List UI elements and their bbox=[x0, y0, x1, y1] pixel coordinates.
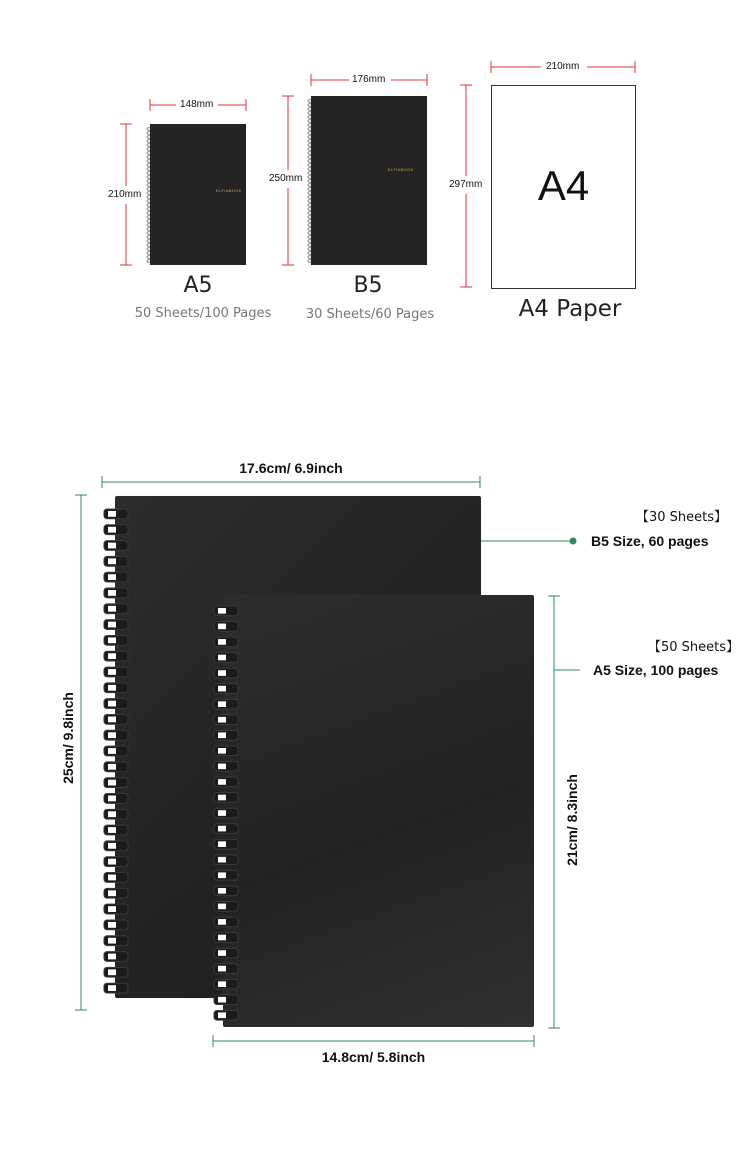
binding-ring-gap bbox=[108, 922, 116, 928]
binding-ring-gap bbox=[218, 639, 226, 645]
binding-ring-gap bbox=[108, 622, 116, 628]
binding-ring-gap bbox=[218, 857, 226, 863]
binding-ring-gap bbox=[108, 558, 116, 564]
a5-size-desc: A5 Size, 100 pages bbox=[593, 662, 719, 678]
binding-ring-gap bbox=[218, 686, 226, 692]
a5-page-count: 50 Sheets/100 Pages bbox=[134, 306, 272, 321]
a5-width-line-large bbox=[213, 1035, 534, 1047]
binding-ring-gap bbox=[218, 935, 226, 941]
binding-ring-gap bbox=[218, 950, 226, 956]
b5-width-label: 176mm bbox=[352, 74, 386, 85]
b5-height-line-large bbox=[75, 495, 87, 1010]
binding-ring-gap bbox=[108, 938, 116, 944]
binding-ring-gap bbox=[218, 997, 226, 1003]
binding-ring-gap bbox=[218, 779, 226, 785]
binding-ring-gap bbox=[218, 748, 226, 754]
b5-width-measure: 17.6cm/ 6.9inch bbox=[239, 460, 343, 476]
b5-ring-binding bbox=[100, 505, 132, 1000]
binding-ring-gap bbox=[108, 716, 116, 722]
a5-size-name: A5 bbox=[183, 273, 213, 298]
binding-ring-gap bbox=[108, 985, 116, 991]
a4-width-label: 210mm bbox=[546, 61, 580, 72]
a5-notebook-image bbox=[150, 124, 246, 265]
binding-ring-gap bbox=[108, 780, 116, 786]
binding-ring-gap bbox=[108, 685, 116, 691]
b5-page-count: 30 Sheets/60 Pages bbox=[305, 307, 435, 322]
b5-sheets-note: 【30 Sheets】 bbox=[636, 510, 728, 525]
binding-ring-gap bbox=[218, 888, 226, 894]
binding-ring-gap bbox=[218, 826, 226, 832]
binding-ring-gap bbox=[218, 1012, 226, 1018]
a5-height-label: 210mm bbox=[108, 189, 142, 200]
binding-ring-gap bbox=[108, 890, 116, 896]
b5-notebook-image bbox=[311, 96, 427, 265]
binding-ring-gap bbox=[108, 875, 116, 881]
binding-ring-gap bbox=[108, 811, 116, 817]
binding-ring-gap bbox=[218, 904, 226, 910]
a5-ring-binding bbox=[210, 602, 242, 1027]
binding-ring-gap bbox=[218, 701, 226, 707]
binding-ring-gap bbox=[108, 732, 116, 738]
a4-paper-name: A4 Paper bbox=[518, 296, 622, 322]
binding-ring-gap bbox=[108, 606, 116, 612]
binding-ring-gap bbox=[218, 655, 226, 661]
binding-ring-gap bbox=[108, 574, 116, 580]
a5-notebook-large bbox=[223, 595, 534, 1027]
b5-width-line-large bbox=[102, 476, 480, 488]
binding-ring-gap bbox=[218, 966, 226, 972]
binding-ring-gap bbox=[108, 701, 116, 707]
binding-ring-gap bbox=[108, 590, 116, 596]
binding-ring-gap bbox=[108, 543, 116, 549]
binding-ring-gap bbox=[108, 669, 116, 675]
a5-width-label: 148mm bbox=[180, 99, 214, 110]
binding-ring-gap bbox=[108, 653, 116, 659]
b5-brand-mark: ELFINBOOK bbox=[388, 167, 414, 172]
binding-ring-gap bbox=[218, 872, 226, 878]
a5-height-line-large bbox=[548, 596, 560, 1028]
binding-ring-gap bbox=[218, 624, 226, 630]
binding-ring-gap bbox=[108, 969, 116, 975]
binding-ring-gap bbox=[108, 511, 116, 517]
binding-ring-gap bbox=[218, 764, 226, 770]
b5-height-label: 250mm bbox=[269, 173, 303, 184]
binding-ring-gap bbox=[218, 795, 226, 801]
binding-ring-gap bbox=[108, 748, 116, 754]
binding-ring-gap bbox=[218, 841, 226, 847]
binding-ring-gap bbox=[108, 637, 116, 643]
b5-height-measure: 25cm/ 9.8inch bbox=[60, 692, 76, 784]
binding-ring-gap bbox=[108, 764, 116, 770]
binding-ring-gap bbox=[218, 981, 226, 987]
binding-ring-gap bbox=[218, 717, 226, 723]
binding-ring-gap bbox=[108, 954, 116, 960]
binding-ring-gap bbox=[218, 732, 226, 738]
a5-height-measure: 21cm/ 8.3inch bbox=[564, 774, 580, 866]
binding-ring-gap bbox=[108, 827, 116, 833]
binding-ring-gap bbox=[108, 843, 116, 849]
binding-ring-gap bbox=[218, 810, 226, 816]
binding-ring-gap bbox=[218, 608, 226, 614]
a5-sheets-note: 【50 Sheets】 bbox=[648, 640, 740, 655]
a4-height-label: 297mm bbox=[449, 179, 483, 190]
a5-width-measure: 14.8cm/ 5.8inch bbox=[321, 1049, 426, 1065]
b5-size-desc: B5 Size, 60 pages bbox=[591, 533, 709, 549]
b5-size-name: B5 bbox=[353, 273, 383, 298]
binding-ring-gap bbox=[108, 859, 116, 865]
binding-ring-gap bbox=[108, 796, 116, 802]
binding-ring-gap bbox=[218, 670, 226, 676]
binding-ring-gap bbox=[218, 919, 226, 925]
binding-ring-gap bbox=[108, 527, 116, 533]
a4-sheet-text: A4 bbox=[537, 162, 590, 209]
binding-ring-gap bbox=[108, 906, 116, 912]
a5-brand-mark: ELFINBOOK bbox=[216, 188, 242, 193]
